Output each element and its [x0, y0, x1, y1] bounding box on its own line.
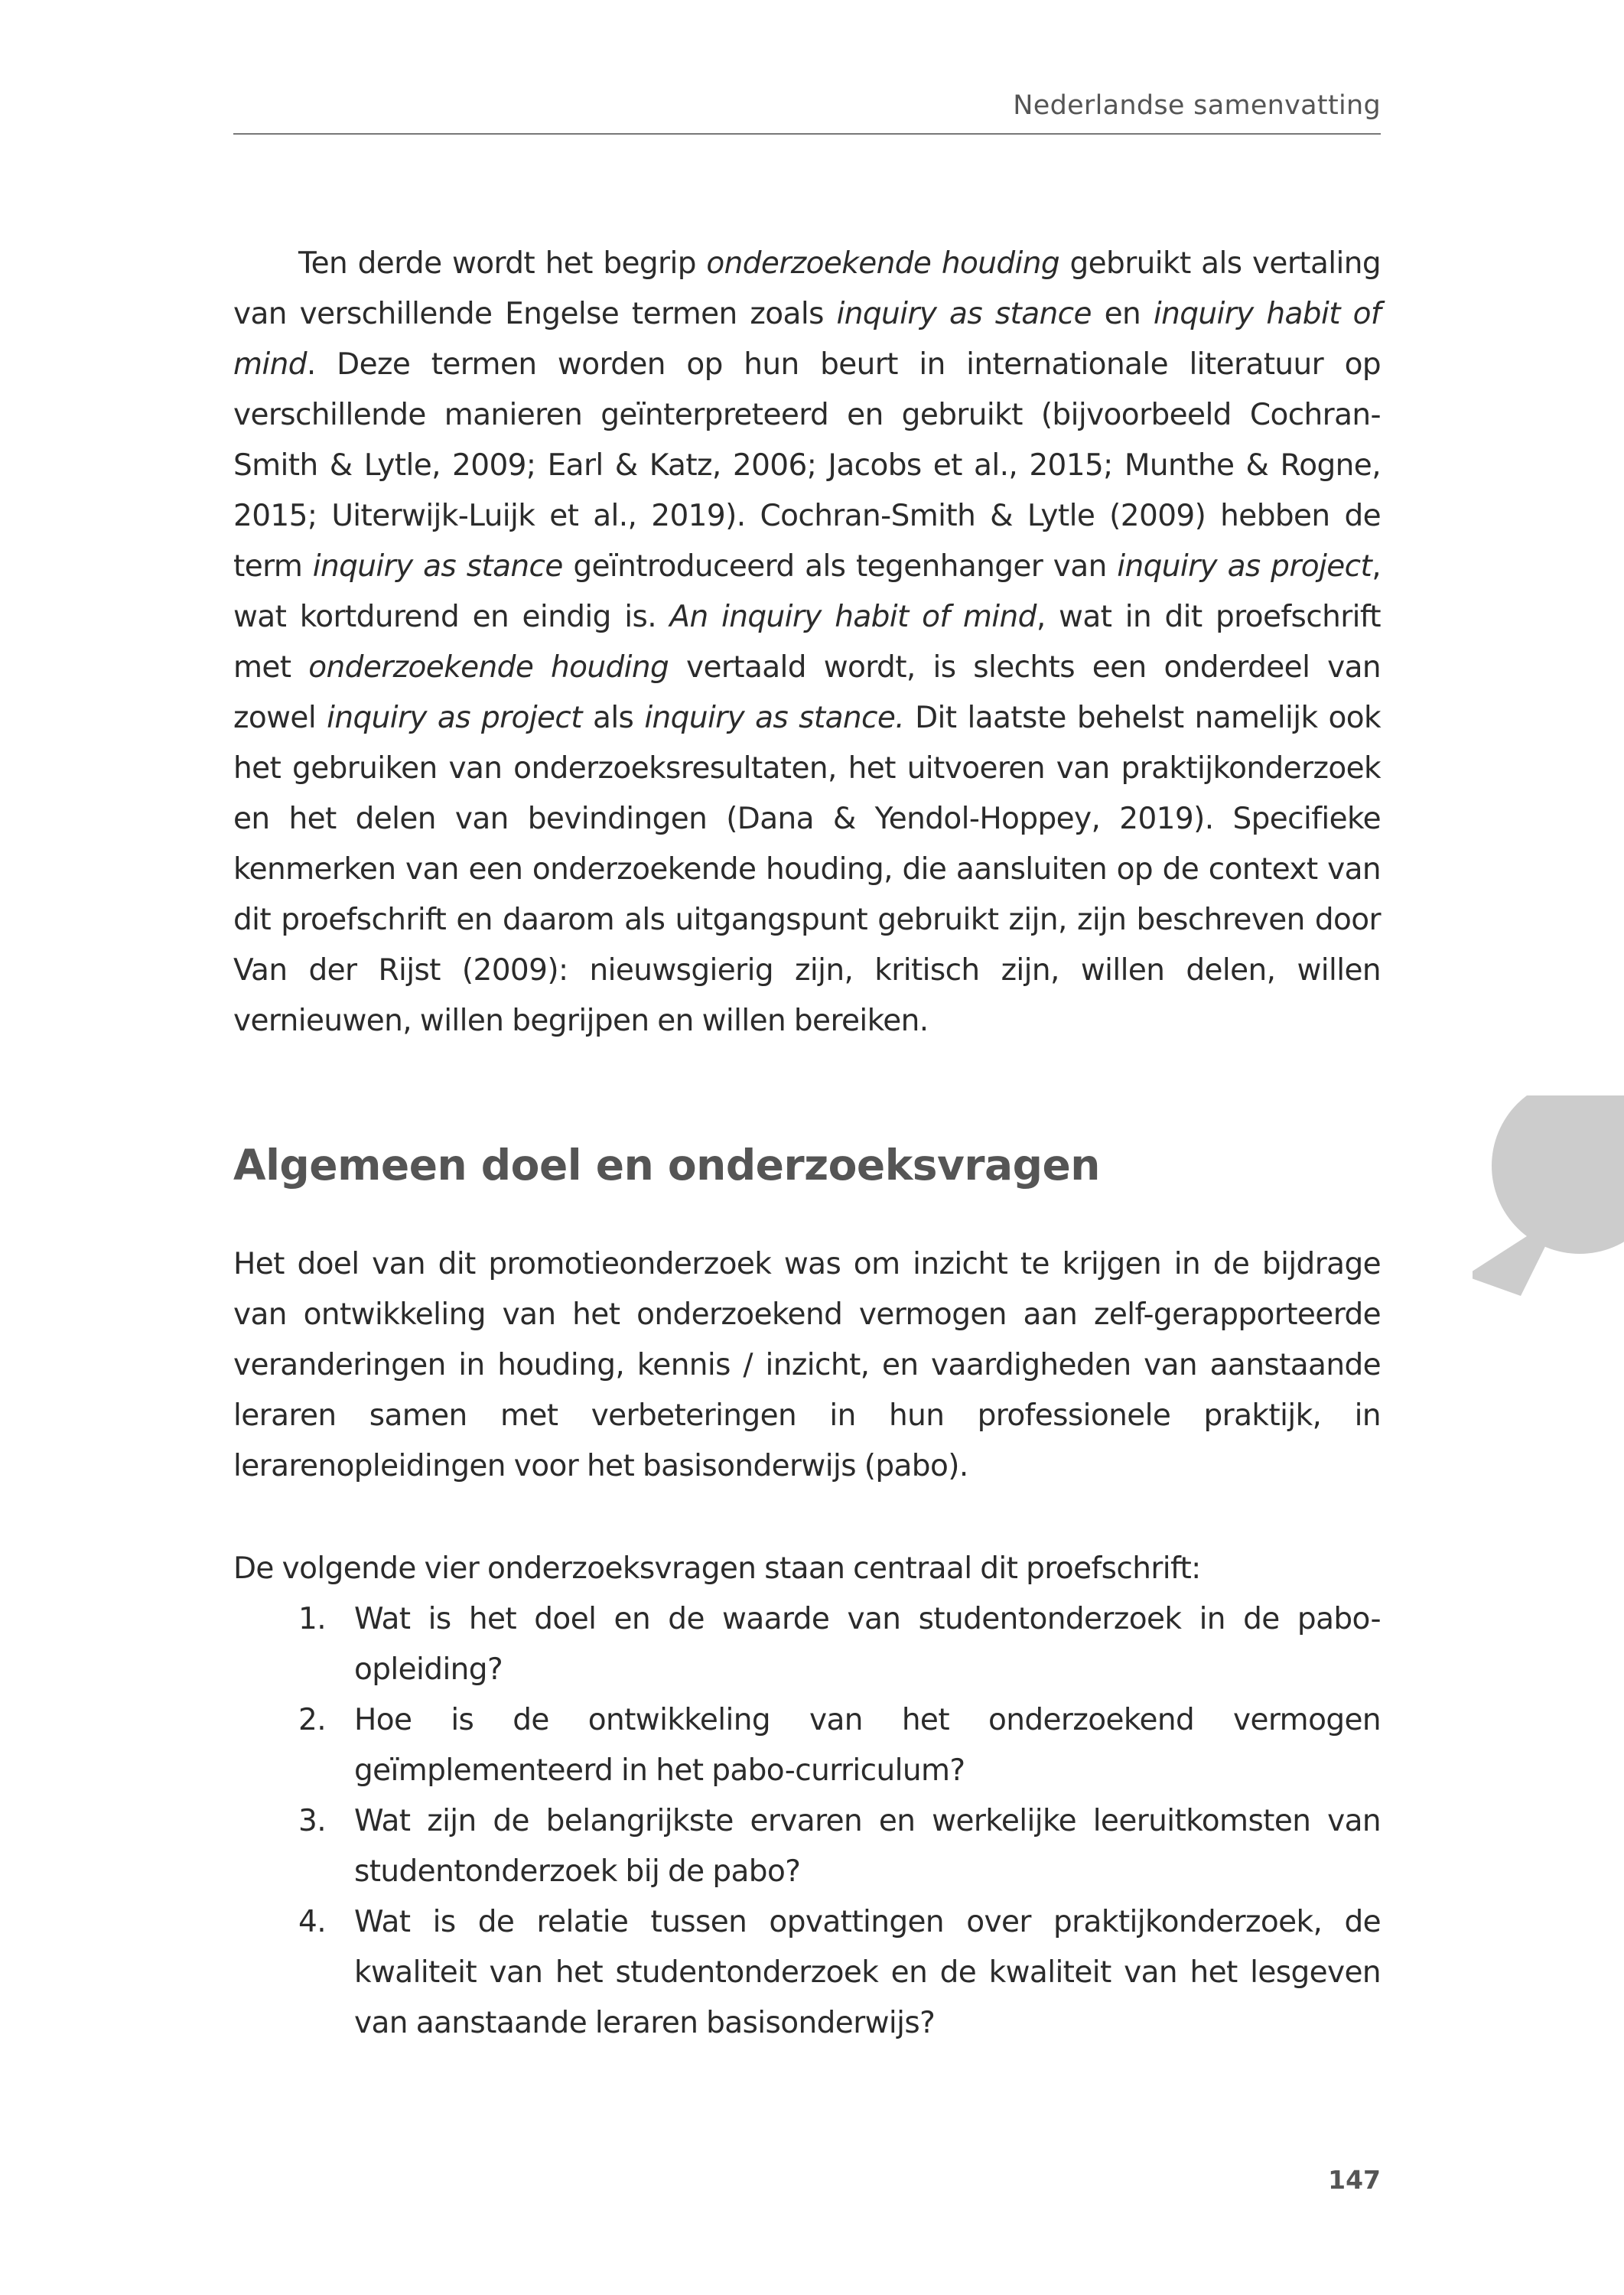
question-text: Wat is de relatie tussen opvattingen over praktijkonderzoek, de kwaliteit van het studentonderzoek en de kwaliteit van het lesgeven van aanstaande leraren basisonderwijs? — [354, 1905, 1381, 2040]
italic-term: inquiry as project — [327, 701, 582, 735]
text-run: gebruikt als vertaling van verschillende Engelse termen zoals — [233, 246, 1381, 331]
research-question-item — [233, 1594, 1381, 1695]
italic-term: inquiry habit of mind — [233, 297, 1382, 382]
question-number: 1. — [298, 1602, 327, 1636]
research-question-item — [233, 1796, 1381, 1897]
text-run: Ten derde wordt het begrip — [298, 246, 707, 281]
section-heading: Algemeen doel en onderzoeksvragen — [233, 1141, 1100, 1190]
italic-term: inquiry as stance — [312, 549, 563, 584]
question-number: 2. — [298, 1703, 327, 1737]
text-run: , wat kortdurend en eindig is. — [233, 549, 1382, 634]
text-run: als — [581, 701, 645, 735]
research-question-item — [233, 1897, 1381, 2049]
text-run: en — [1091, 297, 1154, 331]
italic-term: onderzoekende houding — [706, 246, 1059, 281]
italic-term: An inquiry habit of mind — [669, 600, 1037, 634]
chapter-tab-magnifier-icon — [1473, 1095, 1624, 1348]
running-header-title: Nederlandse samenvatting — [1013, 90, 1381, 121]
italic-term: inquiry as stance. — [644, 701, 905, 735]
research-goal-paragraph: Het doel van dit promotieonderzoek was om inzicht te krijgen in de bijdrage van ontwikkeling van het onderzoekend vermogen aan zelf-gerapporteerde veranderingen in houding, kennis / inzicht, en vaardigheden van aanstaande leraren samen met verbeteringen in hun professionele praktijk, in lerarenopleidingen voor het basisonderwijs (pabo). — [233, 1247, 1381, 1483]
question-number: 4. — [298, 1905, 327, 1939]
question-text: Wat is het doel en de waarde van studentonderzoek in de pabo-opleiding? — [354, 1602, 1381, 1687]
question-number: 3. — [298, 1804, 327, 1838]
page-number: 147 — [1328, 2165, 1381, 2195]
text-run: vertaald wordt, is slechts een onderdeel van zowel — [233, 650, 1381, 735]
research-question-item — [233, 1695, 1381, 1796]
research-questions-list — [233, 1594, 1381, 2049]
italic-term: inquiry as project — [1117, 549, 1372, 584]
text-run: . Deze termen worden op hun beurt in internationale literatuur op verschillende manieren geïnterpreteerd en gebruikt (bijvoorbeeld Cochran-Smith & Lytle, 2009; Earl & Katz, 2006; Jacobs et al., 2015; Munthe & Rogne, 2015; Uiterwijk-Luijk et al., 2019). Cochran-Smith & Lytle (2009) hebben de term — [233, 347, 1381, 584]
text-run: Dit laatste behelst namelijk ook het gebruiken van onderzoeksresultaten, het uitvoeren van praktijkonderzoek en het delen van bevindingen (Dana & Yendol-Hoppey, 2019). Specifieke kenmerken van een onderzoekende houding, die aansluiten op de context van dit proefschrift en daarom als uitgangspunt gebruikt zijn, zijn beschreven door Van der Rijst (2009): nieuwsgierig zijn, kritisch zijn, willen delen, willen vernieuwen, willen begrijpen en willen bereiken. — [233, 701, 1382, 1038]
header-divider — [233, 133, 1381, 135]
inquiry-stance-paragraph — [233, 239, 1381, 1047]
italic-term: onderzoekende houding — [308, 650, 669, 685]
question-text: Wat zijn de belangrijkste ervaren en werkelijke leeruitkomsten van studentonderzoek bij de pabo? — [354, 1804, 1381, 1889]
magnifier-lens-shape — [1492, 1095, 1624, 1254]
page-content — [233, 239, 1381, 2049]
questions-intro: De volgende vier onderzoeksvragen staan centraal dit proefschrift: — [233, 1551, 1201, 1586]
italic-term: inquiry as stance — [836, 297, 1092, 331]
question-text: Hoe is de ontwikkeling van het onderzoekend vermogen geïmplementeerd in het pabo-curriculum? — [354, 1703, 1381, 1788]
text-run: geïntroduceerd als tegenhanger van — [562, 549, 1118, 584]
text-run: , wat in dit proefschrift met — [233, 600, 1381, 685]
